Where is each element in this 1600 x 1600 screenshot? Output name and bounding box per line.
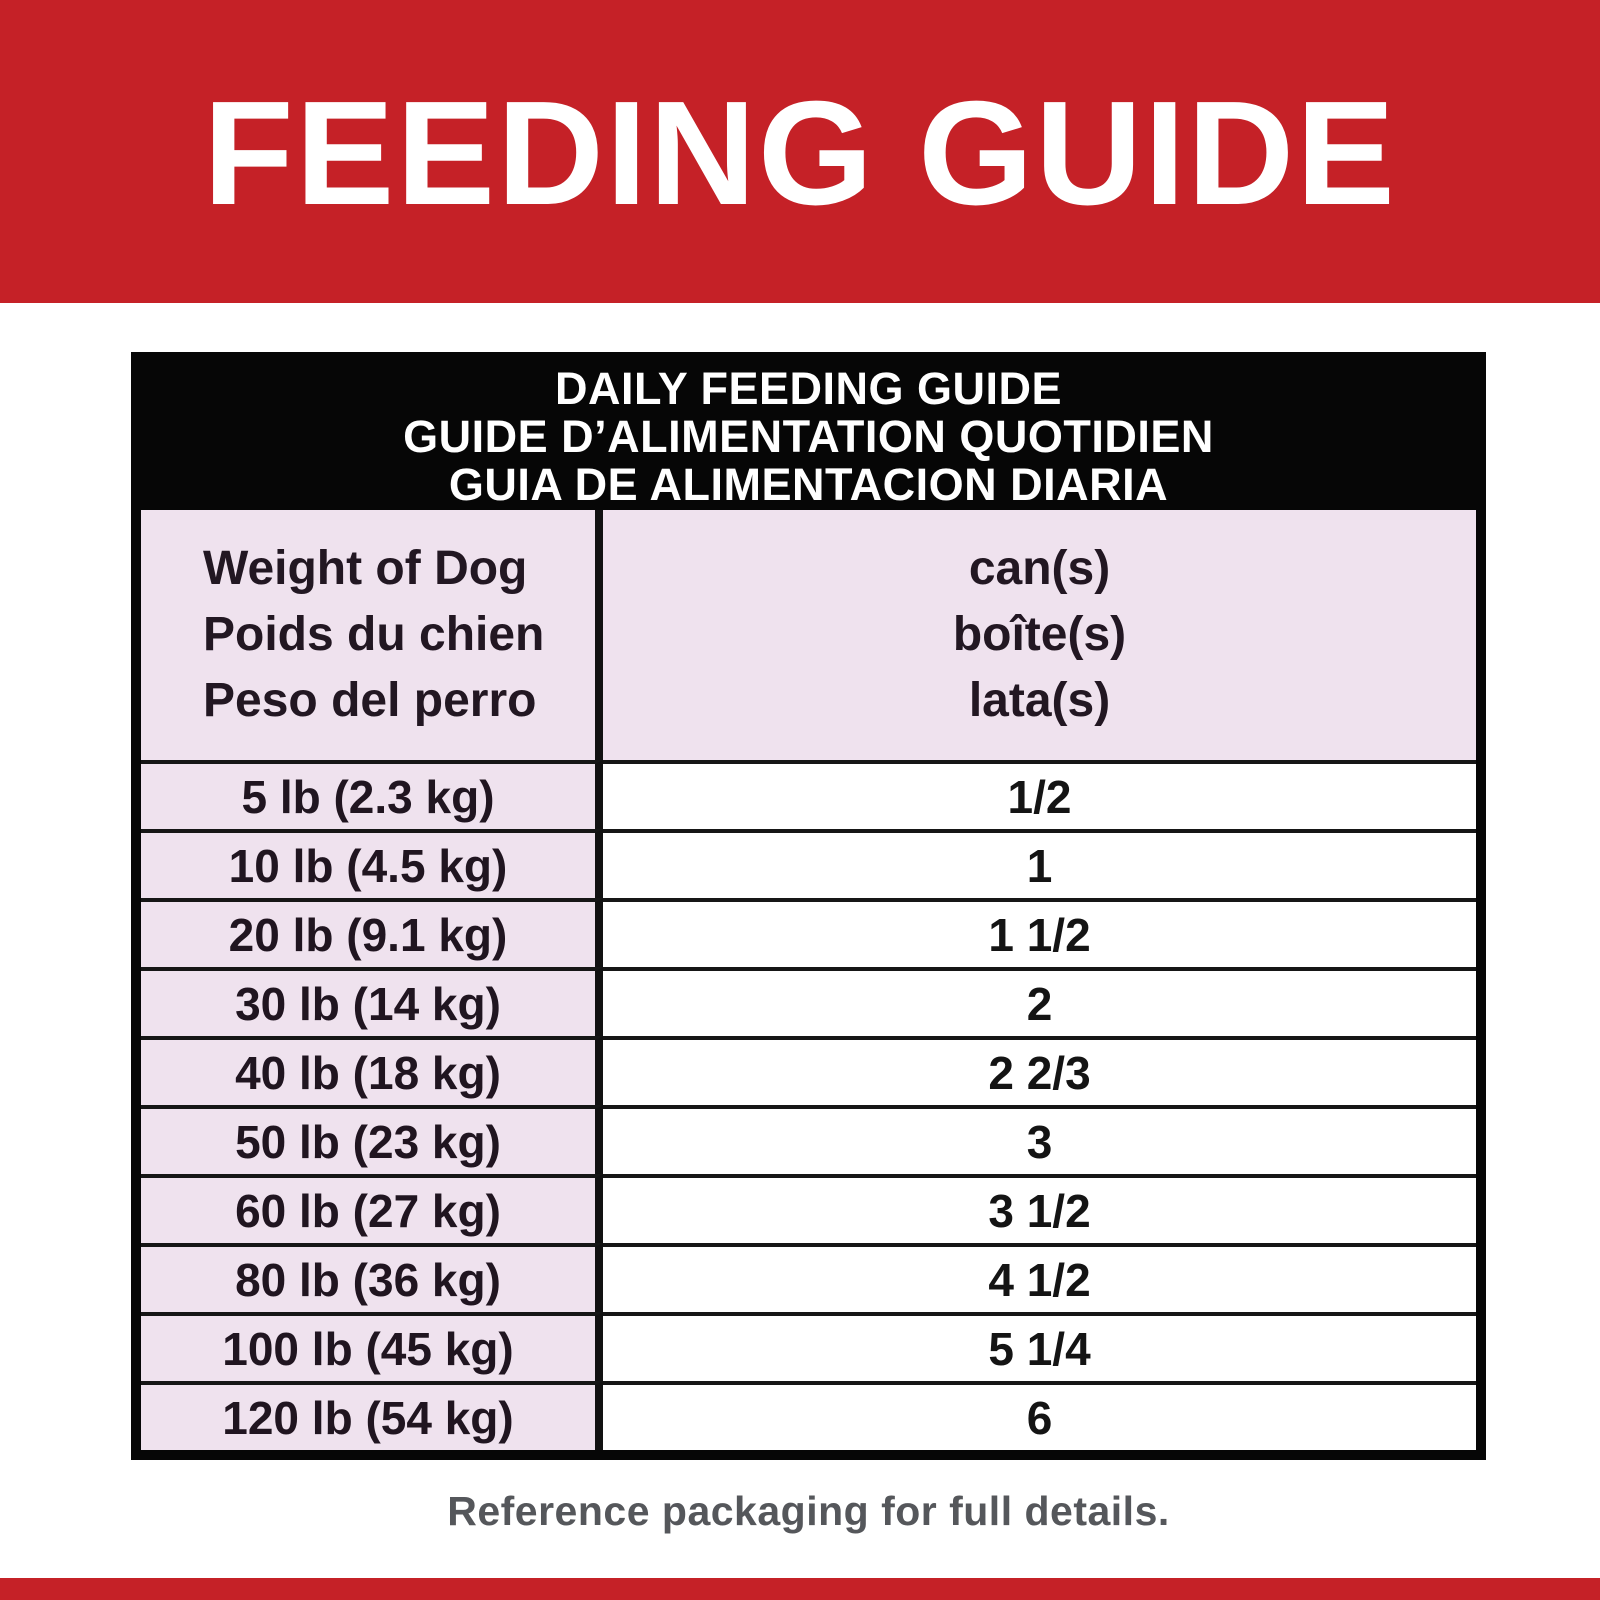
cans-cell: 3 1/2 <box>603 1174 1476 1243</box>
cans-cell: 1 1/2 <box>603 898 1476 967</box>
weight-cell: 30 lb (14 kg) <box>141 967 603 1036</box>
col-header-weight-en: Weight of Dog <box>203 542 528 595</box>
col-header-cans-en: can(s) <box>968 542 1111 595</box>
weight-cell: 5 lb (2.3 kg) <box>141 760 603 829</box>
col-header-cans-fr: boîte(s) <box>952 608 1127 661</box>
footer-note: Reference packaging for full details. <box>447 1488 1170 1534</box>
bottom-red-strip <box>0 1578 1600 1600</box>
page-title: FEEDING GUIDE <box>203 70 1397 236</box>
weight-cell: 100 lb (45 kg) <box>141 1312 603 1381</box>
cans-cell: 6 <box>603 1381 1476 1450</box>
col-header-weight <box>141 510 603 760</box>
cans-cell: 5 1/4 <box>603 1312 1476 1381</box>
weight-cell: 10 lb (4.5 kg) <box>141 829 603 898</box>
table-title-band <box>141 362 1476 510</box>
weight-cell: 20 lb (9.1 kg) <box>141 898 603 967</box>
table-title-fr: GUIDE D’ALIMENTATION QUOTIDIEN <box>403 411 1214 462</box>
weight-cell: 50 lb (23 kg) <box>141 1105 603 1174</box>
table-title-es: GUIA DE ALIMENTACION DIARIA <box>448 459 1169 510</box>
table-title-en: DAILY FEEDING GUIDE <box>554 363 1063 414</box>
col-header-weight-fr: Poids du chien <box>203 608 545 661</box>
weight-cell: 40 lb (18 kg) <box>141 1036 603 1105</box>
cans-cell: 1 <box>603 829 1476 898</box>
weight-cell: 60 lb (27 kg) <box>141 1174 603 1243</box>
cans-cell: 4 1/2 <box>603 1243 1476 1312</box>
weight-cell: 120 lb (54 kg) <box>141 1381 603 1450</box>
top-banner <box>0 0 1600 303</box>
weight-cell: 80 lb (36 kg) <box>141 1243 603 1312</box>
col-header-cans <box>603 510 1476 760</box>
cans-cell: 3 <box>603 1105 1476 1174</box>
cans-cell: 2 2/3 <box>603 1036 1476 1105</box>
cans-cell: 1/2 <box>603 760 1476 829</box>
col-header-weight-es: Peso del perro <box>203 674 537 727</box>
daily-feeding-table <box>131 352 1486 1460</box>
col-header-cans-es: lata(s) <box>968 674 1111 727</box>
cans-cell: 2 <box>603 967 1476 1036</box>
table-grid <box>141 510 1476 1450</box>
